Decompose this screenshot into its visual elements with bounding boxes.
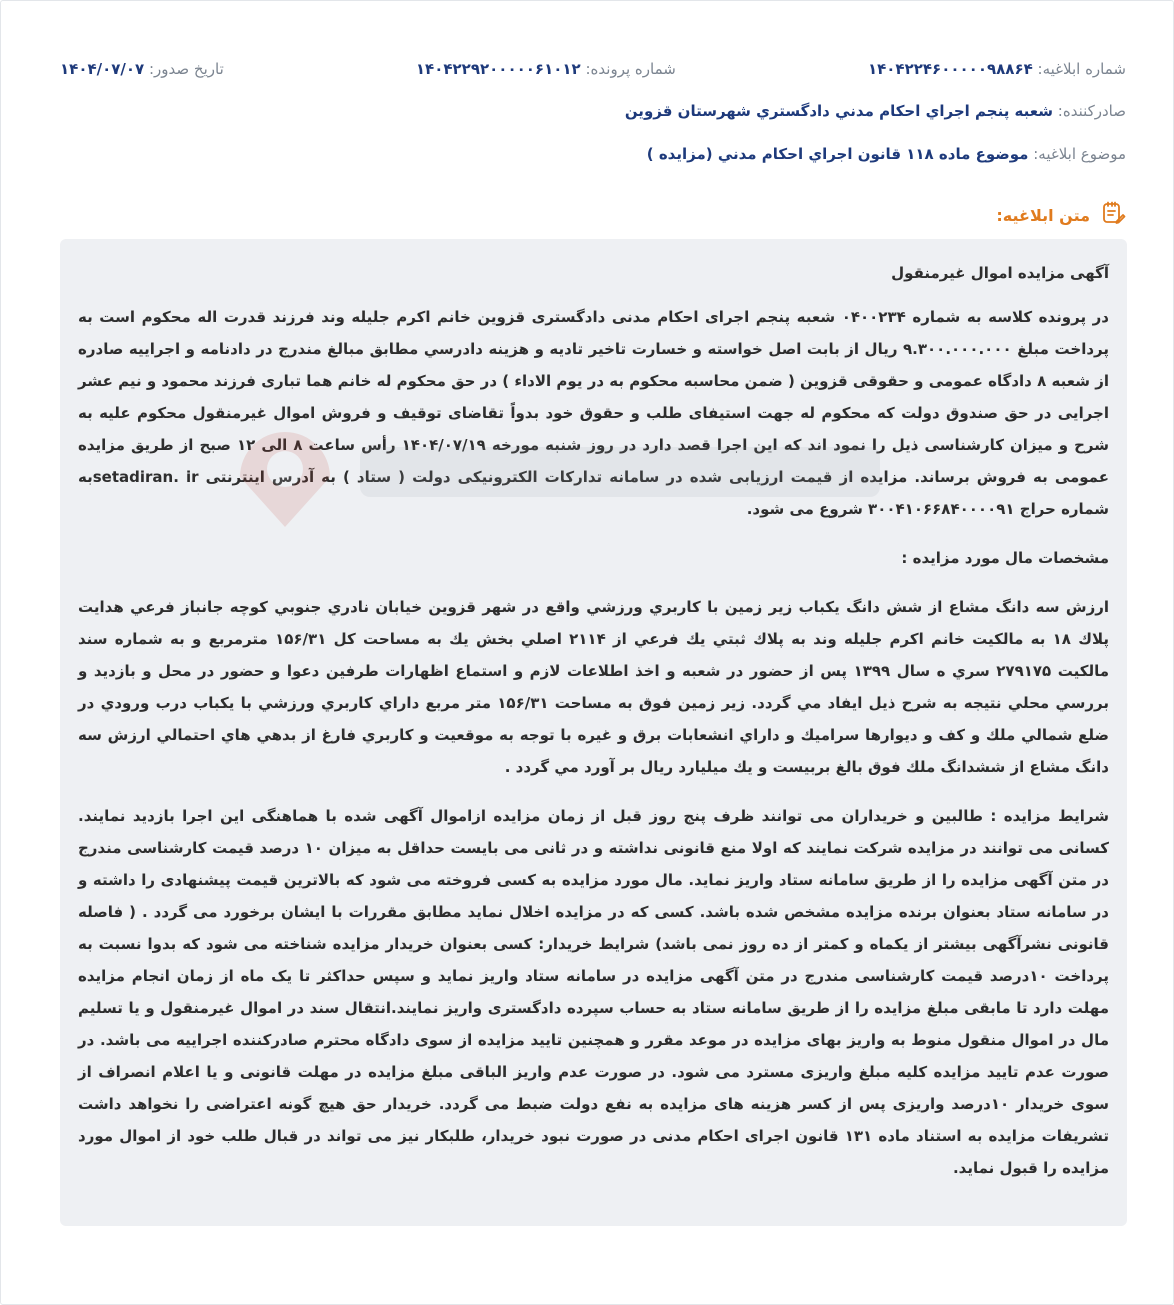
notice-text-heading	[996, 200, 1126, 230]
notice-paragraph-1: در پرونده کلاسه به شماره ۰۴۰۰۲۳۴ شعبه پنجم اجرای احکام مدنی دادگستری قزوین خانم اکرم جلیله وند فرزند قدرت اله محکوم است به پرداخت مبلغ ۹.۳۰۰.۰۰۰.۰۰۰ ریال از بابت اصل خواسته و خسارت تاخیر تادیه و هزینه دادرسي مطابق مبالغ مندرج در دادنامه و اجراییه صادره از شعبه ۸ دادگاه عمومی و حقوقی قزوین ( ضمن محاسبه محکوم به در یوم الاداء ) در حق محکوم له خانم هما تباری فرزند محمود و نیم عشر اجرایی در حق صندوق دولت که محکوم له جهت استیفای طلب و حقوق خود بدواً تقاضای توقیف و فروش اموال غیرمنقول محکوم علیه به شرح و میزان کارشناسی ذیل را نمود اند که این اجرا قصد دارد در روز شنبه مورخه ۱۴۰۴/۰۷/۱۹ رأس ساعت ۸ الی ۱۲ صبح از طریق مزایده عمومی به فروش برساند. مزایده از قیمت ارزیابی شده در سامانه تدارکات الکترونیکی دولت ( ستاد ) به آدرس اینترنتی setadiran. irبه شماره حراج ۳۰۰۴۱۰۶۶۸۴۰۰۰۰۹۱ شروع می شود.	[78, 308, 1110, 518]
document-text-icon	[1100, 200, 1126, 230]
subject-label: موضوع ابلاغیه:	[1033, 145, 1126, 163]
subject-value: موضوع ماده ۱۱۸ قانون اجراي احكام مدني (مزايده )	[646, 145, 1029, 163]
case-number-label: شماره پرونده:	[585, 60, 676, 78]
notice-meta-row	[60, 58, 1126, 80]
notice-number	[868, 58, 1126, 80]
case-number-value: ۱۴۰۴۲۲۹۲۰۰۰۰۰۶۱۰۱۲	[415, 60, 581, 78]
notice-paragraph-3: شرایط مزایده : طالبین و خریداران می توانند ظرف پنج روز قبل از زمان مزایده ازاموال آگهی شده با هماهنگی این اجرا بازدید نمایند. کسانی می توانند در مزایده شرکت نمایند که اولا منع قانونی نداشته و در ثانی می بایست حداقل به میزان ۱۰ درصد قیمت کارشناسی مندرج در متن آگهی مزایده را از طریق سامانه ستاد واریز نماید. مال مورد مزایده به کسی فروخته می شود که بالاترین قیمت پیشنهادی را داشته و در سامانه ستاد بعنوان برنده مزایده مشخص شده باشد. کسی که در مزایده اخلال نماید مطابق مقررات با ایشان برخورد می گردد . ( فاصله قانونی نشرآگهی بیشتر از یکماه و کمتر از ده روز نمی باشد) شرایط خریدار: کسی بعنوان خریدار مزایده شناخته می شود که بدوا نسبت به پرداخت ۱۰درصد قیمت کارشناسی مندرج در متن آگهی مزایده در سامانه ستاد واریز نماید و سپس حداکثر تا یک ماه از زمان انجام مزایده مهلت دارد تا مابقی مبلغ مزایده را از طریق سامانه ستاد به حساب سپرده دادگستری واریز نمایند.انتقال سند در اموال غیرمنقول و یا تسلیم مال در اموال منقول منوط به واریز بهای مزایده در موعد مقرر و همچنین تایید مزایده از سوی دادگاه محترم صادرکننده اجراییه می باشد. در صورت عدم تایید مزایده کلیه مبلغ واریزی مسترد می شود. در صورت عدم واریز الباقی مبلغ مزایده در مهلت قانونی و یا اعلام انصراف از سوی خریدار ۱۰درصد واریزی پس از کسر هزینه های مزایده به نفع دولت ضبط می گردد. خریدار حق هیچ گونه اعتراضی را نخواهد داشت تشریفات مزایده به استناد ماده ۱۳۱ قانون اجرای احکام مدنی در صورت نبود خریدار، طلبکار نیز می تواند در قبال طلب خود از اموال مورد مزایده را قبول نماید.	[78, 807, 1110, 1177]
case-number	[416, 58, 676, 80]
issue-date	[60, 58, 224, 80]
notice-paragraph-2: ارزش سه دانگ مشاع از شش دانگ يكباب زير زمين با كاربري ورزشي واقع در شهر قزوين خيابان نادري جنوبي كوچه جانباز فرعي هدايت پلاك ۱۸ به مالكيت خانم اكرم جليله وند به پلاك ثبتي يك فرعي از ۲۱۱۴ اصلي بخش يك به مساحت كل ۱۵۶/۳۱ مترمربع و به شماره سند مالكيت ۲۷۹۱۷۵ سري ه سال ۱۳۹۹ پس از حضور در شعبه و اخذ اطلاعات لازم و استماع اظهارات طرفين دعوا و حضور در محل و بازديد و بررسي محلي نتيجه به شرح ذيل ايفاد مي گردد. زير زمين فوق به مساحت ۱۵۶/۳۱ متر مربع داراي كاربري ورزشي با يكباب درب ورودي در ضلع شمالي ملك و كف و ديوارها سراميك و داراي انشعابات برق و غيره با توجه به موقعيت و كاربري فارغ از بدهي هاي احتمالي ارزش سه دانگ مشاع از ششدانگ ملك فوق بالغ بربيست و يك ميليارد ريال بر آورد مي گردد .	[78, 598, 1110, 776]
specs-heading: مشخصات مال مورد مزایده :	[901, 549, 1109, 567]
issue-date-label: تاریخ صدور:	[149, 60, 224, 78]
notice-title: آگهی مزایده اموال غیرمنقول	[891, 264, 1109, 282]
notice-text-title: متن ابلاغیه:	[996, 205, 1090, 225]
notice-number-label: شماره ابلاغیه:	[1037, 60, 1126, 78]
issuer-value: شعبه پنجم اجراي احكام مدني دادگستري شهرستان قزوين	[624, 102, 1053, 120]
subject-row	[60, 143, 1126, 165]
issue-date-value: ۱۴۰۴/۰۷/۰۷	[60, 60, 145, 78]
issuer-label: صادرکننده:	[1057, 102, 1126, 120]
notice-number-value: ۱۴۰۴۲۲۴۶۰۰۰۰۰۹۸۸۶۴	[867, 60, 1033, 78]
notice-body	[60, 239, 1127, 1226]
issuer-row	[60, 100, 1126, 122]
